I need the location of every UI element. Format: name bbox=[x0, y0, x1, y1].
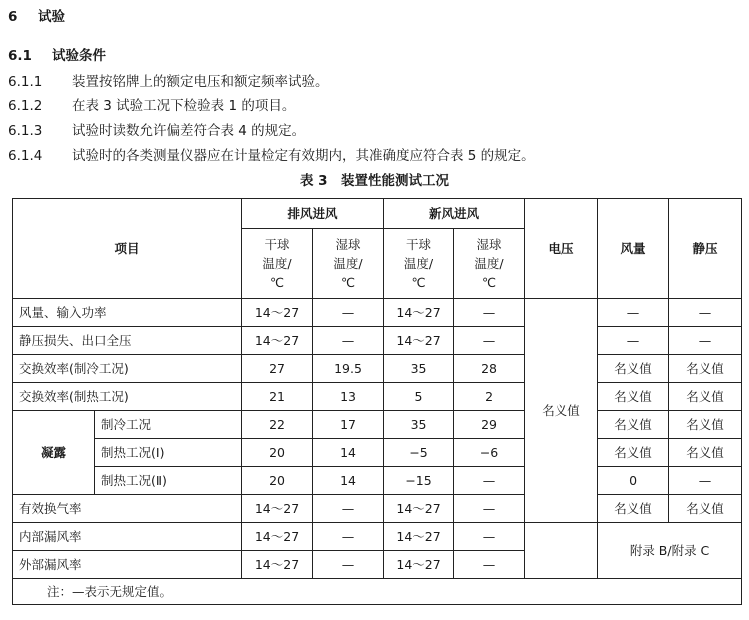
cell: 14～27 bbox=[384, 523, 454, 551]
row-label: 内部漏风率 bbox=[13, 523, 242, 551]
row-label: 静压损失、出口全压 bbox=[13, 327, 242, 355]
clause-number: 6.1.2 bbox=[8, 98, 43, 114]
row-label: 交换效率(制热工况) bbox=[13, 383, 242, 411]
header-fresh: 新风进风 bbox=[384, 199, 525, 229]
cell: 22 bbox=[242, 411, 313, 439]
clause-number: 6.1.4 bbox=[8, 148, 43, 164]
cell: — bbox=[313, 327, 384, 355]
row-label: 外部漏风率 bbox=[13, 551, 242, 579]
clause bbox=[8, 146, 535, 166]
header-voltage: 电压 bbox=[525, 199, 598, 299]
section-heading bbox=[8, 7, 65, 27]
cell: 14 bbox=[313, 439, 384, 467]
note-row bbox=[13, 579, 742, 605]
table-row bbox=[13, 439, 742, 467]
clause-text: 试验时的各类测量仪器应在计量检定有效期内，其准确度应符合表 5 的规定。 bbox=[72, 148, 535, 164]
cell: 21 bbox=[242, 383, 313, 411]
header-wet-bulb: 湿球 温度/ ℃ bbox=[454, 229, 525, 299]
subsection-title: 试验条件 bbox=[52, 48, 106, 64]
subsection-heading bbox=[8, 46, 106, 66]
cell: 名义值 bbox=[669, 355, 742, 383]
header-dry-bulb: 干球 温度/ ℃ bbox=[242, 229, 313, 299]
cell: 2 bbox=[454, 383, 525, 411]
cell: 名义值 bbox=[598, 411, 669, 439]
cell: — bbox=[454, 299, 525, 327]
table-row bbox=[13, 411, 742, 439]
cell: 17 bbox=[313, 411, 384, 439]
voltage-value: 名义值 bbox=[525, 299, 598, 523]
row-sublabel: 制冷工况 bbox=[95, 411, 242, 439]
section-title: 试验 bbox=[38, 9, 65, 25]
cell: 14～27 bbox=[242, 495, 313, 523]
header-wet-bulb: 湿球 温度/ ℃ bbox=[313, 229, 384, 299]
cell: 名义值 bbox=[669, 495, 742, 523]
table-note: 注：—表示无规定值。 bbox=[13, 579, 742, 605]
clause-number: 6.1.1 bbox=[8, 74, 43, 90]
cell: 29 bbox=[454, 411, 525, 439]
cell: — bbox=[669, 467, 742, 495]
cell: 19.5 bbox=[313, 355, 384, 383]
cell: 14～27 bbox=[242, 327, 313, 355]
voltage-value bbox=[525, 523, 598, 579]
header-exhaust: 排风进风 bbox=[242, 199, 384, 229]
table-row bbox=[13, 523, 742, 551]
cell: 名义值 bbox=[598, 495, 669, 523]
clause bbox=[8, 121, 306, 141]
header-item: 项目 bbox=[13, 199, 242, 299]
cell: 名义值 bbox=[669, 411, 742, 439]
cell: 14～27 bbox=[242, 523, 313, 551]
test-conditions-table bbox=[12, 198, 742, 605]
cell: — bbox=[454, 551, 525, 579]
row-label: 风量、输入功率 bbox=[13, 299, 242, 327]
subsection-number: 6.1 bbox=[8, 48, 32, 64]
clause bbox=[8, 72, 329, 92]
appendix-reference: 附录 B/附录 C bbox=[598, 523, 742, 579]
cell: 14～27 bbox=[384, 327, 454, 355]
cell: 14～27 bbox=[384, 551, 454, 579]
header-static-pressure: 静压 bbox=[669, 199, 742, 299]
table-caption: 表 3 装置性能测试工况 bbox=[299, 173, 450, 189]
cell: — bbox=[313, 551, 384, 579]
cell: −15 bbox=[384, 467, 454, 495]
clause-text: 装置按铭牌上的额定电压和额定频率试验。 bbox=[72, 74, 329, 90]
header-dry-bulb: 干球 温度/ ℃ bbox=[384, 229, 454, 299]
cell: −6 bbox=[454, 439, 525, 467]
row-sublabel: 制热工况(Ⅰ) bbox=[95, 439, 242, 467]
cell: 35 bbox=[384, 355, 454, 383]
section-number: 6 bbox=[8, 9, 18, 25]
cell: 13 bbox=[313, 383, 384, 411]
cell: — bbox=[454, 327, 525, 355]
cell: — bbox=[454, 467, 525, 495]
cell: 名义值 bbox=[669, 383, 742, 411]
cell: 名义值 bbox=[669, 439, 742, 467]
cell: 5 bbox=[384, 383, 454, 411]
clause-text: 试验时读数允许偏差符合表 4 的规定。 bbox=[72, 123, 306, 139]
cell: — bbox=[313, 299, 384, 327]
cell: 20 bbox=[242, 439, 313, 467]
row-label: 有效换气率 bbox=[13, 495, 242, 523]
table-row bbox=[13, 467, 742, 495]
cell: 20 bbox=[242, 467, 313, 495]
row-label: 交换效率(制冷工况) bbox=[13, 355, 242, 383]
table-row bbox=[13, 495, 742, 523]
row-sublabel: 制热工况(Ⅱ) bbox=[95, 467, 242, 495]
cell: 名义值 bbox=[598, 383, 669, 411]
cell: 14 bbox=[313, 467, 384, 495]
cell: — bbox=[454, 495, 525, 523]
condensation-label: 凝露 bbox=[13, 411, 95, 495]
clause-text: 在表 3 试验工况下检验表 1 的项目。 bbox=[72, 98, 296, 114]
cell: — bbox=[313, 523, 384, 551]
cell: — bbox=[598, 299, 669, 327]
table-row bbox=[13, 383, 742, 411]
cell: 28 bbox=[454, 355, 525, 383]
cell: — bbox=[313, 495, 384, 523]
cell: 35 bbox=[384, 411, 454, 439]
cell: 0 bbox=[598, 467, 669, 495]
cell: — bbox=[598, 327, 669, 355]
table-row bbox=[13, 327, 742, 355]
cell: −5 bbox=[384, 439, 454, 467]
cell: 名义值 bbox=[598, 355, 669, 383]
header-row bbox=[13, 199, 742, 229]
cell: 14～27 bbox=[384, 299, 454, 327]
clause-number: 6.1.3 bbox=[8, 123, 43, 139]
cell: — bbox=[669, 327, 742, 355]
table-row bbox=[13, 355, 742, 383]
cell: 14～27 bbox=[242, 551, 313, 579]
cell: 名义值 bbox=[598, 439, 669, 467]
cell: — bbox=[454, 523, 525, 551]
clause bbox=[8, 96, 296, 116]
header-airflow: 风量 bbox=[598, 199, 669, 299]
table-row bbox=[13, 299, 742, 327]
cell: 27 bbox=[242, 355, 313, 383]
cell: 14～27 bbox=[384, 495, 454, 523]
cell: — bbox=[669, 299, 742, 327]
cell: 14～27 bbox=[242, 299, 313, 327]
